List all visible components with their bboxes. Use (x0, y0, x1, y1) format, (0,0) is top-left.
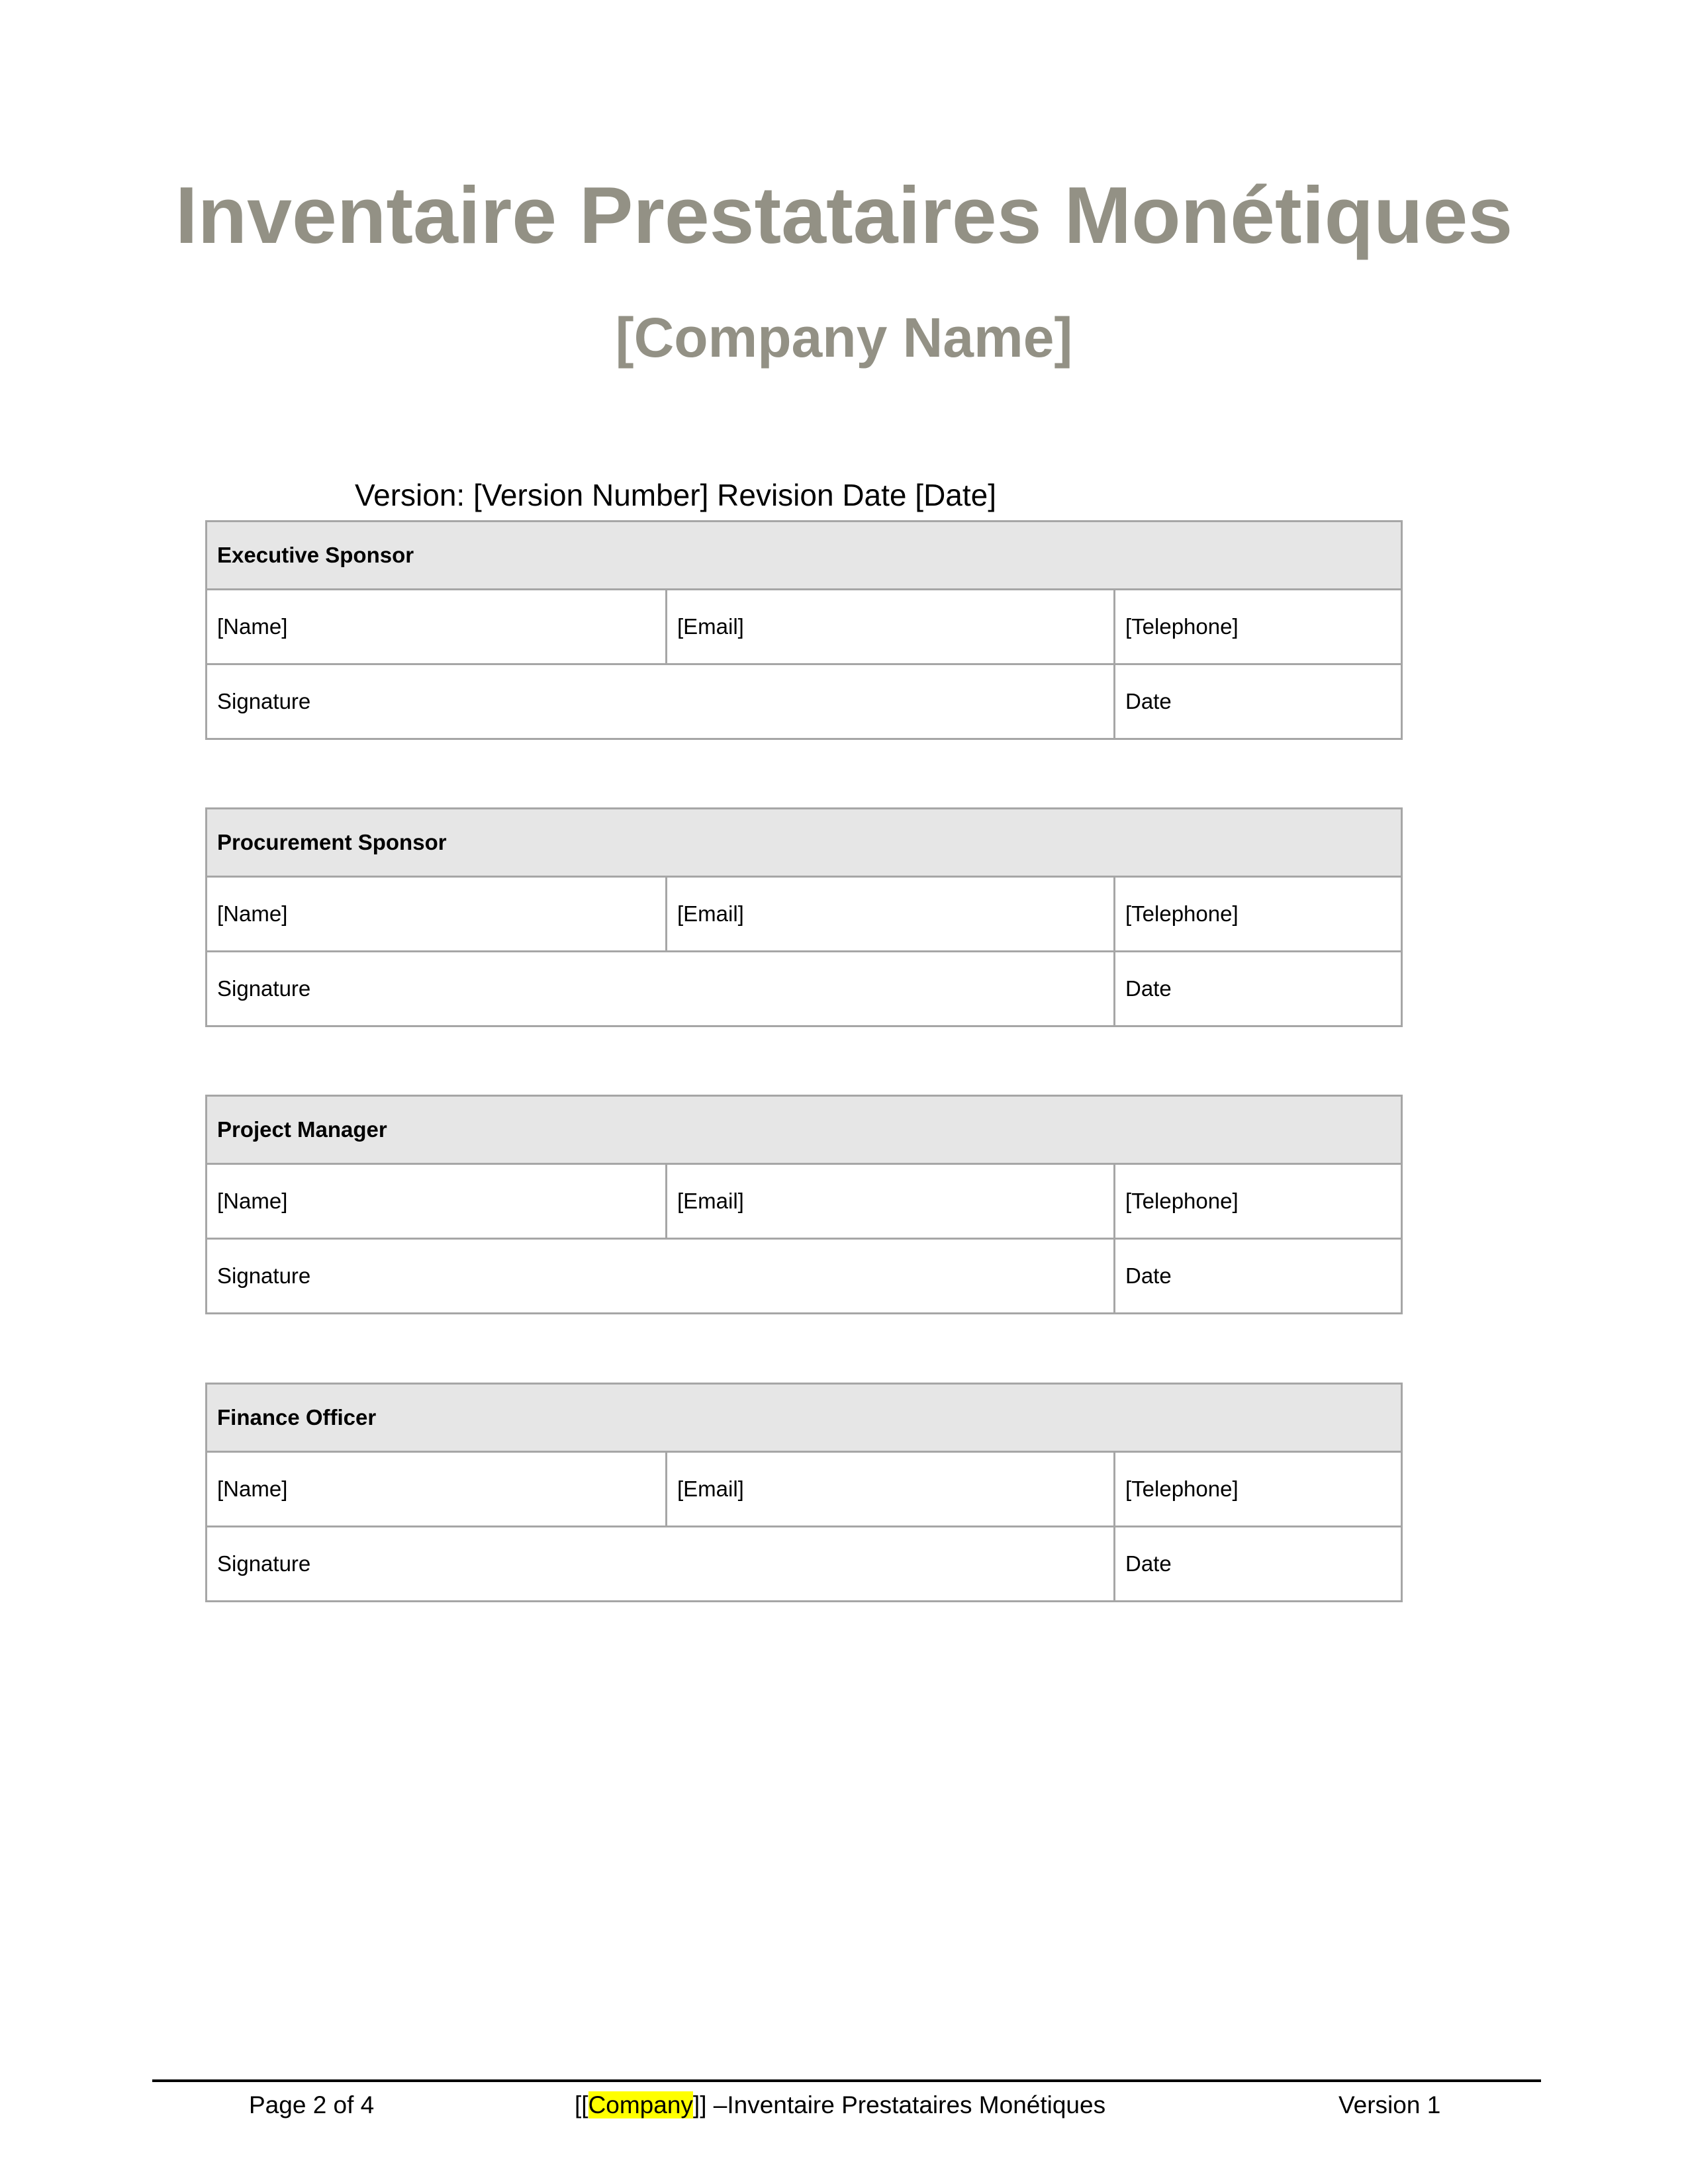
signoff-table-executive-sponsor (205, 520, 1403, 740)
footer-suffix: ]] –Inventaire Prestataires Monétiques (692, 2091, 1106, 2118)
email-cell[interactable]: [Email] (667, 590, 1115, 664)
signature-cell[interactable]: Signature (207, 664, 1115, 739)
footer-prefix: [[ (575, 2091, 588, 2118)
signoff-table-finance-officer (205, 1383, 1403, 1602)
signoff-table-procurement-sponsor (205, 807, 1403, 1027)
date-cell[interactable]: Date (1115, 952, 1402, 1026)
table-heading: Project Manager (207, 1096, 1402, 1164)
telephone-cell[interactable]: [Telephone] (1115, 1452, 1402, 1527)
document-title: Inventaire Prestataires Monétiques (175, 170, 1513, 260)
telephone-cell[interactable]: [Telephone] (1115, 877, 1402, 952)
version-revision-line: Version: [Version Number] Revision Date [Date] (355, 478, 997, 512)
date-cell[interactable]: Date (1115, 664, 1402, 739)
signature-cell[interactable]: Signature (207, 1239, 1115, 1314)
signature-cell[interactable]: Signature (207, 1527, 1115, 1602)
telephone-cell[interactable]: [Telephone] (1115, 590, 1402, 664)
signature-cell[interactable]: Signature (207, 952, 1115, 1026)
name-cell[interactable]: [Name] (207, 590, 667, 664)
telephone-cell[interactable]: [Telephone] (1115, 1164, 1402, 1239)
footer-company-highlight: Company (588, 2091, 693, 2118)
date-cell[interactable]: Date (1115, 1527, 1402, 1602)
name-cell[interactable]: [Name] (207, 1452, 667, 1527)
footer-version: Version 1 (1338, 2091, 1441, 2118)
table-heading: Executive Sponsor (207, 522, 1402, 590)
email-cell[interactable]: [Email] (667, 877, 1115, 952)
footer-divider (152, 2079, 1541, 2082)
company-name-placeholder: [Company Name] (615, 306, 1073, 369)
footer-document-label (575, 2089, 1105, 2122)
table-heading: Finance Officer (207, 1384, 1402, 1452)
signoff-table-project-manager (205, 1095, 1403, 1314)
email-cell[interactable]: [Email] (667, 1452, 1115, 1527)
name-cell[interactable]: [Name] (207, 877, 667, 952)
date-cell[interactable]: Date (1115, 1239, 1402, 1314)
footer-page-number: Page 2 of 4 (249, 2091, 375, 2118)
table-heading: Procurement Sponsor (207, 809, 1402, 877)
name-cell[interactable]: [Name] (207, 1164, 667, 1239)
email-cell[interactable]: [Email] (667, 1164, 1115, 1239)
